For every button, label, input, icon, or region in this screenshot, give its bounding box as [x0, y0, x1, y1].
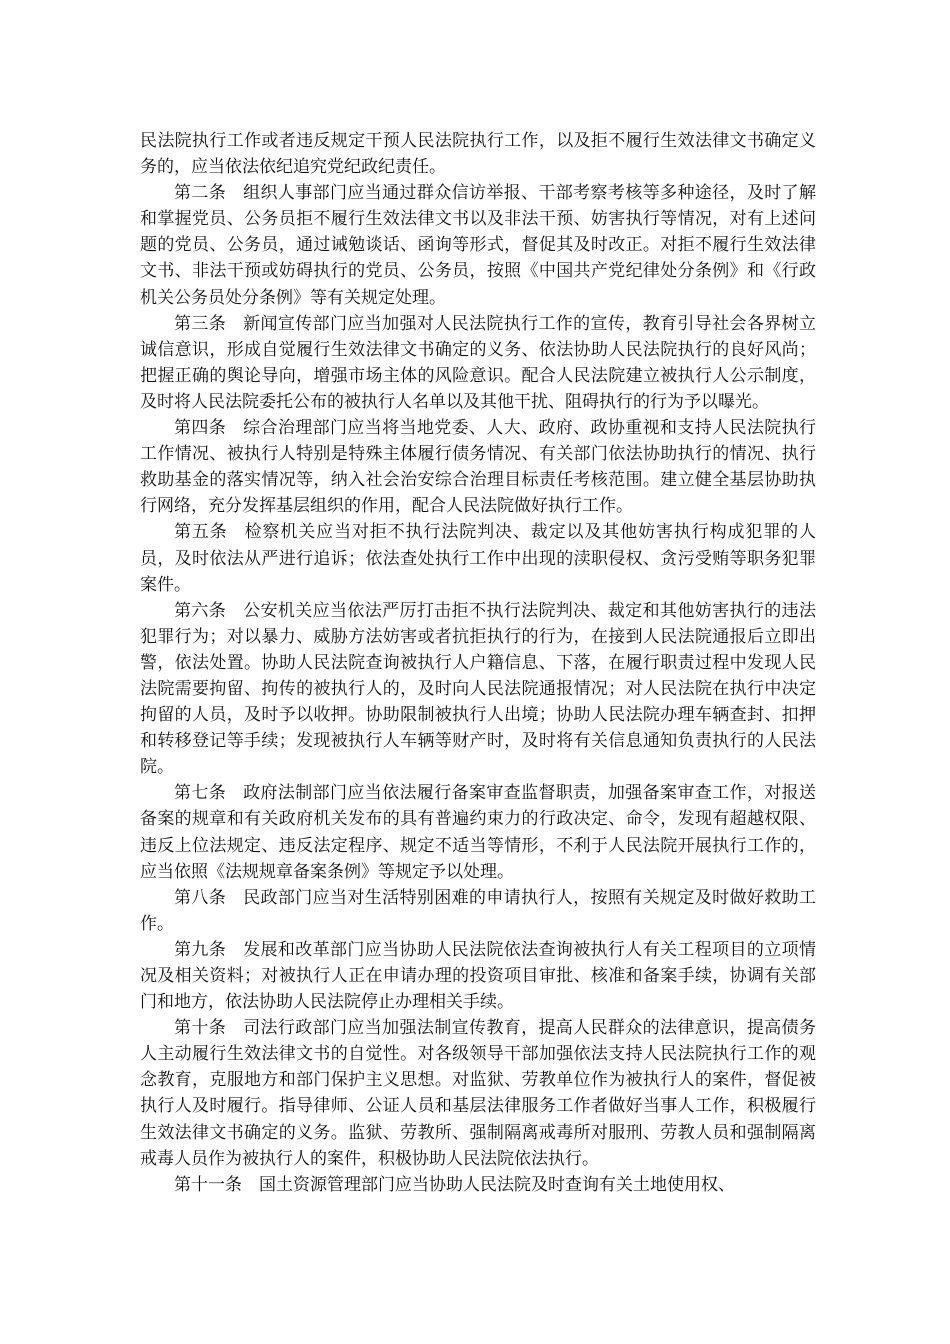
document-body: [140, 128, 816, 1198]
article-number: 第七条: [174, 783, 227, 804]
article-text: 组织人事部门应当通过群众信访举报、干部考察考核等多种途径，及时了解和掌握党员、公务员拒不履行生效法律文书以及非法干预、妨害执行等情况，对有上述问题的党员、公务员，通过诫勉谈话、函询等形式，督促其及时改正。对拒不履行生效法律文书、非法干预或妨碍执行的党员、公务员，按照《中国共产党纪律处分条例》和《行政机关公务员处分条例》等有关规定处理。: [140, 183, 817, 308]
article-5: [140, 519, 816, 597]
article-text: 综合治理部门应当将当地党委、人大、政府、政协重视和支持人民法院执行工作情况、被执行人特别是特殊主体履行债务情况、有关部门依法协助执行的情况、执行救助基金的落实情况等，纳入社会治安综合治理目标责任考核范围。建立健全基层协助执行网络，充分发挥基层组织的作用，配合人民法院做好执行工作。: [140, 418, 817, 517]
article-text: 检察机关应当对拒不执行法院判决、裁定以及其他妨害执行构成犯罪的人员，及时依法从严进行追诉；依法查处执行工作中出现的渎职侵权、贪污受贿等职务犯罪案件。: [140, 522, 817, 595]
article-11: [140, 1172, 816, 1198]
article-number: 第十条: [174, 1018, 227, 1039]
article-text: 政府法制部门应当依法履行备案审查监督职责，加强备案审查工作，对报送备案的规章和有关政府机关发布的具有普遍约束力的行政决定、命令，发现有超越权限、违反上位法规定、违反法定程序、规定不适当等情形，不利于人民法院开展执行工作的，应当依照《法规规章备案条例》等规定予以处理。: [140, 783, 817, 882]
article-text: 国土资源管理部门应当协助人民法院及时查询有关土地使用权、: [259, 1174, 735, 1195]
article-number: 第九条: [174, 939, 227, 960]
article-text: 民政部门应当对生活特别困难的申请执行人，按照有关规定及时做好救助工作。: [140, 887, 817, 934]
article-number: 第四条: [174, 418, 227, 439]
article-9: [140, 937, 816, 1015]
article-number: 第五条: [174, 522, 228, 543]
article-6: [140, 598, 816, 781]
article-text: 发展和改革部门应当协助人民法院依法查询被执行人有关工程项目的立项情况及相关资料；对被执行人正在申请办理的投资项目审批、核准和备案手续，协调有关部门和地方，依法协助人民法院停止办理相关手续。: [140, 939, 817, 1013]
article-text: 新闻宣传部门应当加强对人民法院执行工作的宣传，教育引导社会各界树立诚信意识，形成自觉履行生效法律文书确定的义务、依法协助人民法院执行的良好风尚；把握正确的舆论导向，增强市场主体的风险意识。配合人民法院建立被执行人公示制度，及时将人民法院委托公布的被执行人名单以及其他干扰、阻碍执行的行为予以曝光。: [140, 313, 817, 412]
lead-paragraph: 民法院执行工作或者违反规定干预人民法院执行工作，以及拒不履行生效法律文书确定义务的，应当依法依纪追究党纪政纪责任。: [140, 131, 816, 178]
article-number: 第六条: [174, 600, 227, 621]
article-4: [140, 415, 816, 519]
article-text: 公安机关应当依法严厉打击拒不执行法院判决、裁定和其他妨害执行的违法犯罪行为；对以暴力、威胁方法妨害或者抗拒执行的行为，在接到人民法院通报后立即出警，依法处置。协助人民法院查询被执行人户籍信息、下落，在履行职责过程中发现人民法院需要拘留、拘传的被执行人的，及时向人民法院通报情况；对人民法院在执行中决定拘留的人员，及时予以收押。协助限制被执行人出境；协助人民法院办理车辆查封、扣押和转移登记等手续；发现被执行人车辆等财产时，及时将有关信息通知负责执行的人民法院。: [140, 600, 817, 778]
article-3: [140, 311, 816, 415]
article-8: [140, 885, 816, 937]
article-number: 第八条: [174, 887, 227, 908]
article-number: 第十一条: [174, 1174, 242, 1195]
article-number: 第二条: [174, 183, 227, 204]
article-7: [140, 780, 816, 884]
article-text: 司法行政部门应当加强法制宣传教育，提高人民群众的法律意识，提高债务人主动履行生效法律文书的自觉性。对各级领导干部加强依法支持人民法院执行工作的观念教育，克服地方和部门保护主义思想。对监狱、劳教单位作为被执行人的案件，督促被执行人及时履行。指导律师、公证人员和基层法律服务工作者做好当事人工作，积极履行生效法律文书确定的义务。监狱、劳教所、强制隔离戒毒所对服刑、劳教人员和强制隔离戒毒人员作为被执行人的案件，积极协助人民法院依法执行。: [140, 1018, 817, 1169]
article-2: [140, 180, 816, 310]
article-10: [140, 1015, 816, 1172]
article-number: 第三条: [174, 313, 227, 334]
